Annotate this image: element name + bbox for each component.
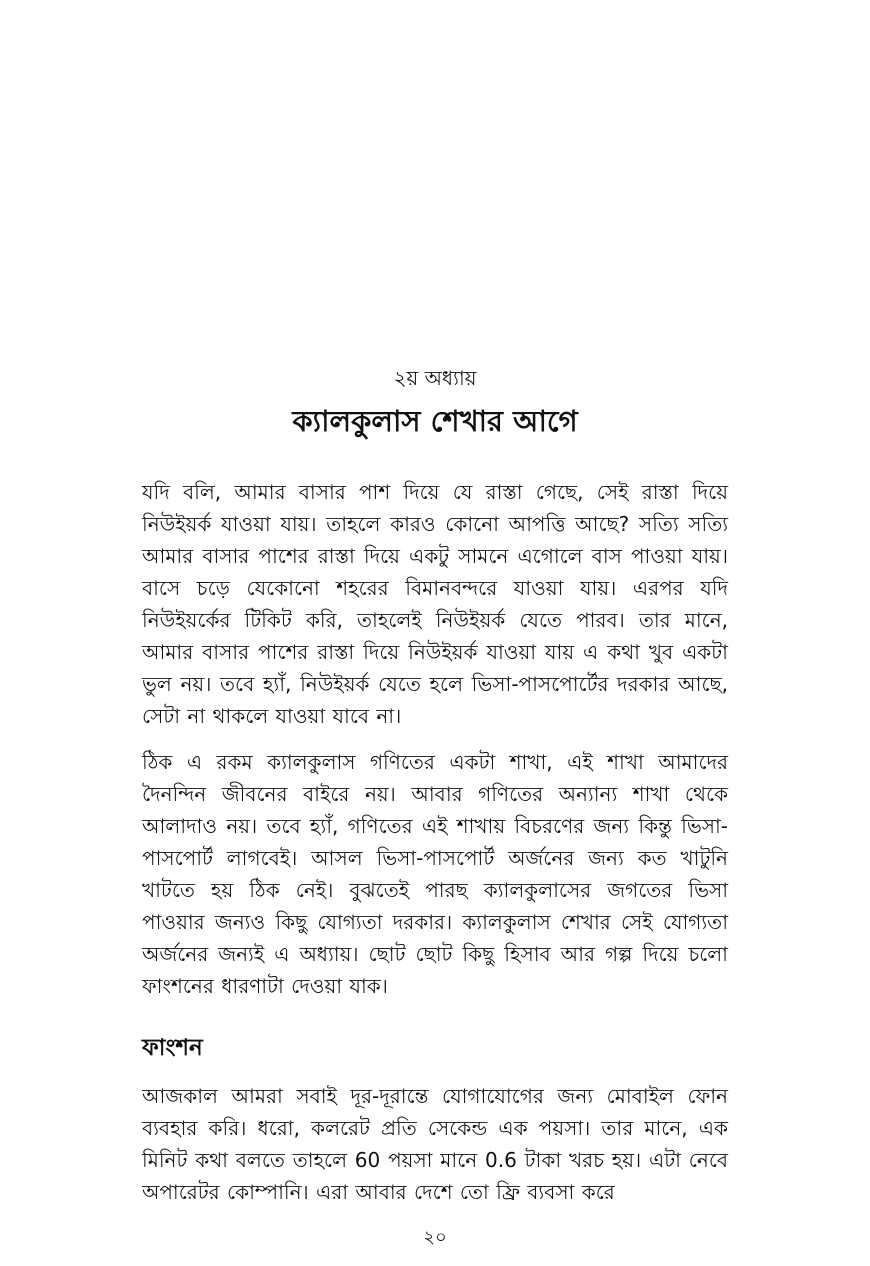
body-paragraph: যদি বলি, আমার বাসার পাশ দিয়ে যে রাস্তা গেছে, সেই রাস্তা দিয়ে নিউইয়র্ক যাওয়া যায়। তাহলে কারও কোনো আপত্তি আছে? সত্যি সত্যি আমার বাসার পাশের রাস্তা দিয়ে একটু সামনে এগোলে বাস পাওয়া যায়। বাসে চড়ে যেকোনো শহরের বিমানবন্দরে যাওয়া যায়। এরপর যদি নিউইয়র্কের টিকিট করি, তাহলেই নিউইয়র্ক যেতে পারব। তার মানে, আমার বাসার পাশের রাস্তা দিয়ে নিউইয়র্ক যাওয়া যায় এ কথা খুব একটা ভুল নয়। তবে হ্যাঁ, নিউইয়র্ক যেতে হলে ভিসা-পাসপোর্টের দরকার আছে, সেটা না থাকলে যাওয়া যাবে না।: [142, 480, 728, 728]
body-paragraph: ঠিক এ রকম ক্যালকুলাস গণিতের একটা শাখা, এই শাখা আমাদের দৈনন্দিন জীবনের বাইরে নয়। আবার গণিতের অন্যান্য শাখা থেকে আলাদাও নয়। তবে হ্যাঁ, গণিতের এই শাখায় বিচরণের জন্য কিন্তু ভিসা-পাসপোর্ট লাগবেই। আসল ভিসা-পাসপোর্ট অর্জনের জন্য কত খাটুনি খাটতে হয় ঠিক নেই। বুঝতেই পারছ ক্যালকুলাসের জগতের ভিসা পাওয়ার জন্যও কিছু যোগ্যতা দরকার। ক্যালকুলাস শেখার সেই যোগ্যতা অর্জনের জন্যই এ অধ্যায়। ছোট ছোট কিছু হিসাব আর গল্প দিয়ে চলো ফাংশনের ধারণাটা দেওয়া যাক।: [142, 750, 728, 998]
chapter-label: ২য় অধ্যায়: [393, 366, 477, 390]
page-number: ২০: [423, 1227, 447, 1248]
section-paragraph: আজকাল আমরা সবাই দূর-দূরান্তে যোগাযোগের জন্য মোবাইল ফোন ব্যবহার করি। ধরো, কলরেট প্রতি সেকেন্ড এক পয়সা। তার মানে, এক মিনিট কথা বলতে তাহলে 60 পয়সা মানে 0.6 টাকা খরচ হয়। এটা নেবে অপারেটর কোম্পানি। এরা আবার দেশে তো ফ্রি ব্যবসা করে: [142, 1084, 728, 1204]
section-heading: ফাংশন: [142, 1035, 203, 1061]
chapter-title: ক্যালকুলাস শেখার আগে: [292, 404, 578, 438]
